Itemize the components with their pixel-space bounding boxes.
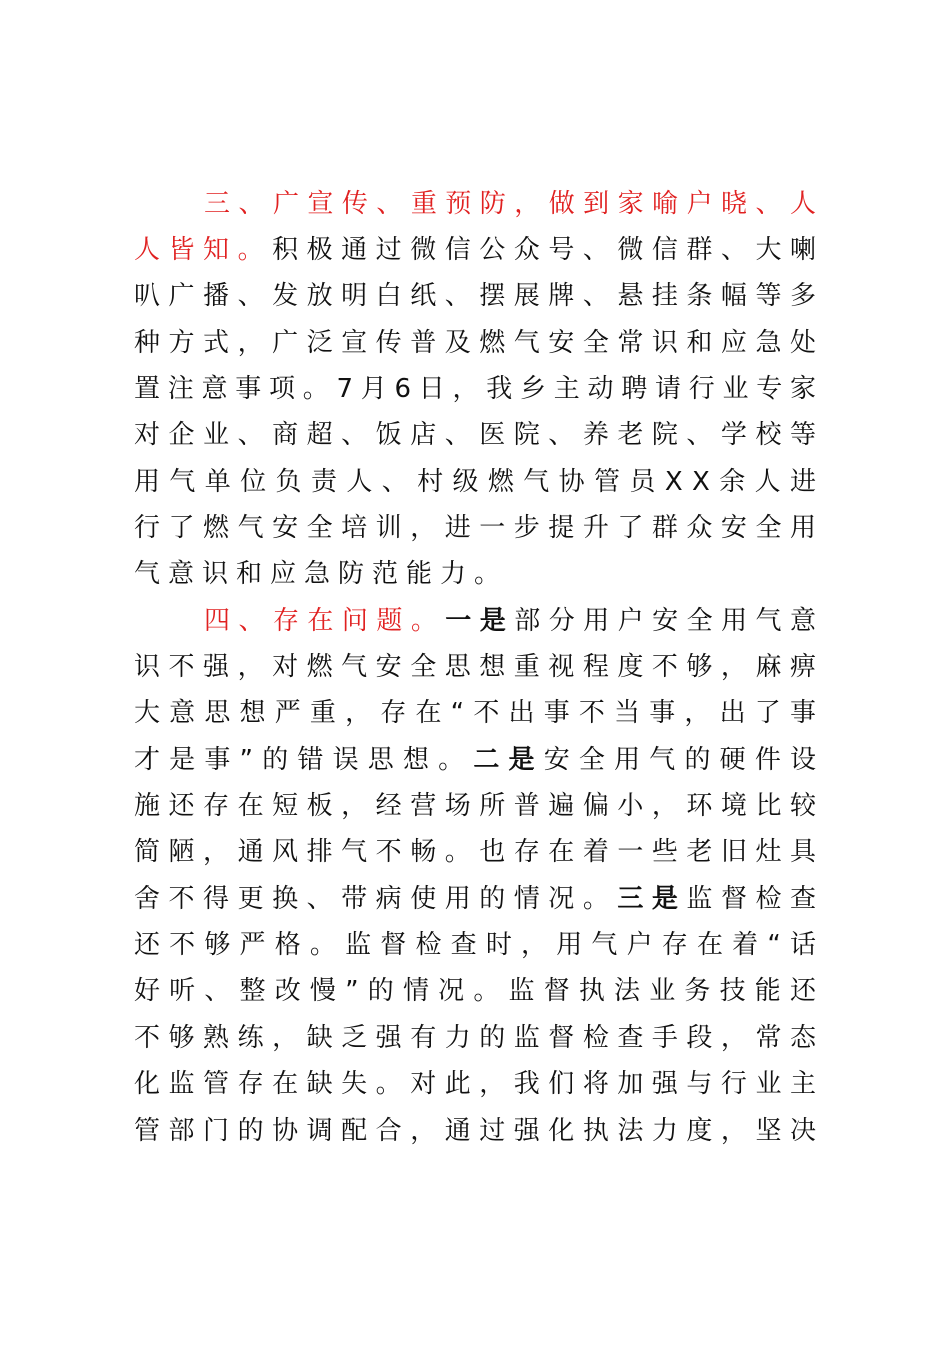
section4-line-12	[134, 1108, 825, 1154]
section4-line2-text: 识不强，对燃气安全思想重视程度不够，麻痹	[134, 652, 825, 682]
section4-line5-text: 施还存在短板，经营场所普遍偏小，环境比较	[134, 791, 825, 821]
section4-point1-label: 一是	[445, 606, 515, 636]
section4-line3-text: 大意思想严重，存在“不出事不当事，出了事	[134, 698, 826, 728]
section4-point2-label: 二是	[473, 745, 544, 775]
section4-line11-text: 化监管存在缺失。对此，我们将加强与行业主	[134, 1069, 825, 1099]
section4-line10-text: 不够熟练，缺乏强有力的监督检查手段，常态	[134, 1023, 825, 1053]
section3-line-3	[134, 320, 825, 366]
section3-line-2	[134, 273, 825, 319]
section4-line-5	[134, 783, 825, 829]
section4-line9-text: 好听、整改慢”的情况。监督执法业务技能还	[134, 976, 826, 1006]
section4-line-10	[134, 1015, 825, 1061]
section3-heading-part1: 三、广宣传、重预防，做到家喻户晓、人	[204, 189, 825, 219]
section4-line7-text-a: 舍不得更换、带病使用的情况。	[134, 884, 618, 914]
section3-body-line7: 行了燃气安全培训，进一步提升了群众安全用	[134, 513, 825, 543]
section3-line-1	[134, 227, 825, 273]
section3-body-line2: 叭广播、发放明白纸、摆展牌、悬挂条幅等多	[134, 281, 825, 311]
section3-line-4	[134, 366, 824, 412]
section4-line4-text-c: 安全用气的硬件设	[543, 745, 826, 775]
section4-line-3	[134, 690, 826, 736]
section4-line-11	[134, 1061, 825, 1107]
section3-heading-part2: 人皆知。	[134, 235, 273, 265]
section3-body-line5: 对企业、商超、饭店、医院、养老院、学校等	[134, 420, 825, 450]
section4-line12-text: 管部门的协调配合，通过强化执法力度，坚决	[134, 1116, 825, 1146]
section4-line-1	[204, 598, 825, 644]
section3-body-line3: 种方式，广泛宣传普及燃气安全常识和应急处	[134, 328, 825, 358]
section4-point3-label: 三是	[617, 884, 687, 914]
section4-line-8	[134, 922, 826, 968]
section3-body-line1: 积极通过微信公众号、微信群、大喇	[272, 235, 825, 265]
section4-line4-text-a: 才是事”的错误思想。	[134, 745, 474, 775]
section3-heading-line	[204, 181, 825, 227]
section4-line7-text-c: 监督检查	[686, 884, 825, 914]
section3-line-6	[134, 459, 826, 505]
section3-body-line4: 置注意事项。7月6日，我乡主动聘请行业专家	[134, 374, 824, 404]
section4-line-9	[134, 968, 826, 1014]
section4-line-6	[134, 829, 825, 875]
section4-line-4	[134, 737, 826, 783]
section3-line-5	[134, 412, 825, 458]
section4-line-2	[134, 644, 825, 690]
section3-line-8	[134, 551, 816, 597]
section3-body-line6: 用气单位负责人、村级燃气协管员XX余人进	[134, 467, 826, 497]
section4-line6-text: 简陋，通风排气不畅。也存在着一些老旧灶具	[134, 837, 825, 867]
section3-body-line8: 气意识和应急防范能力。	[134, 559, 509, 589]
section4-line-7	[134, 876, 825, 922]
section4-heading: 四、存在问题。	[204, 606, 446, 636]
section4-line8-text: 还不够严格。监督检查时，用气户存在着“话	[134, 930, 826, 960]
section4-line1-text: 部分用户安全用气意	[514, 606, 825, 636]
section3-line-7	[134, 505, 825, 551]
